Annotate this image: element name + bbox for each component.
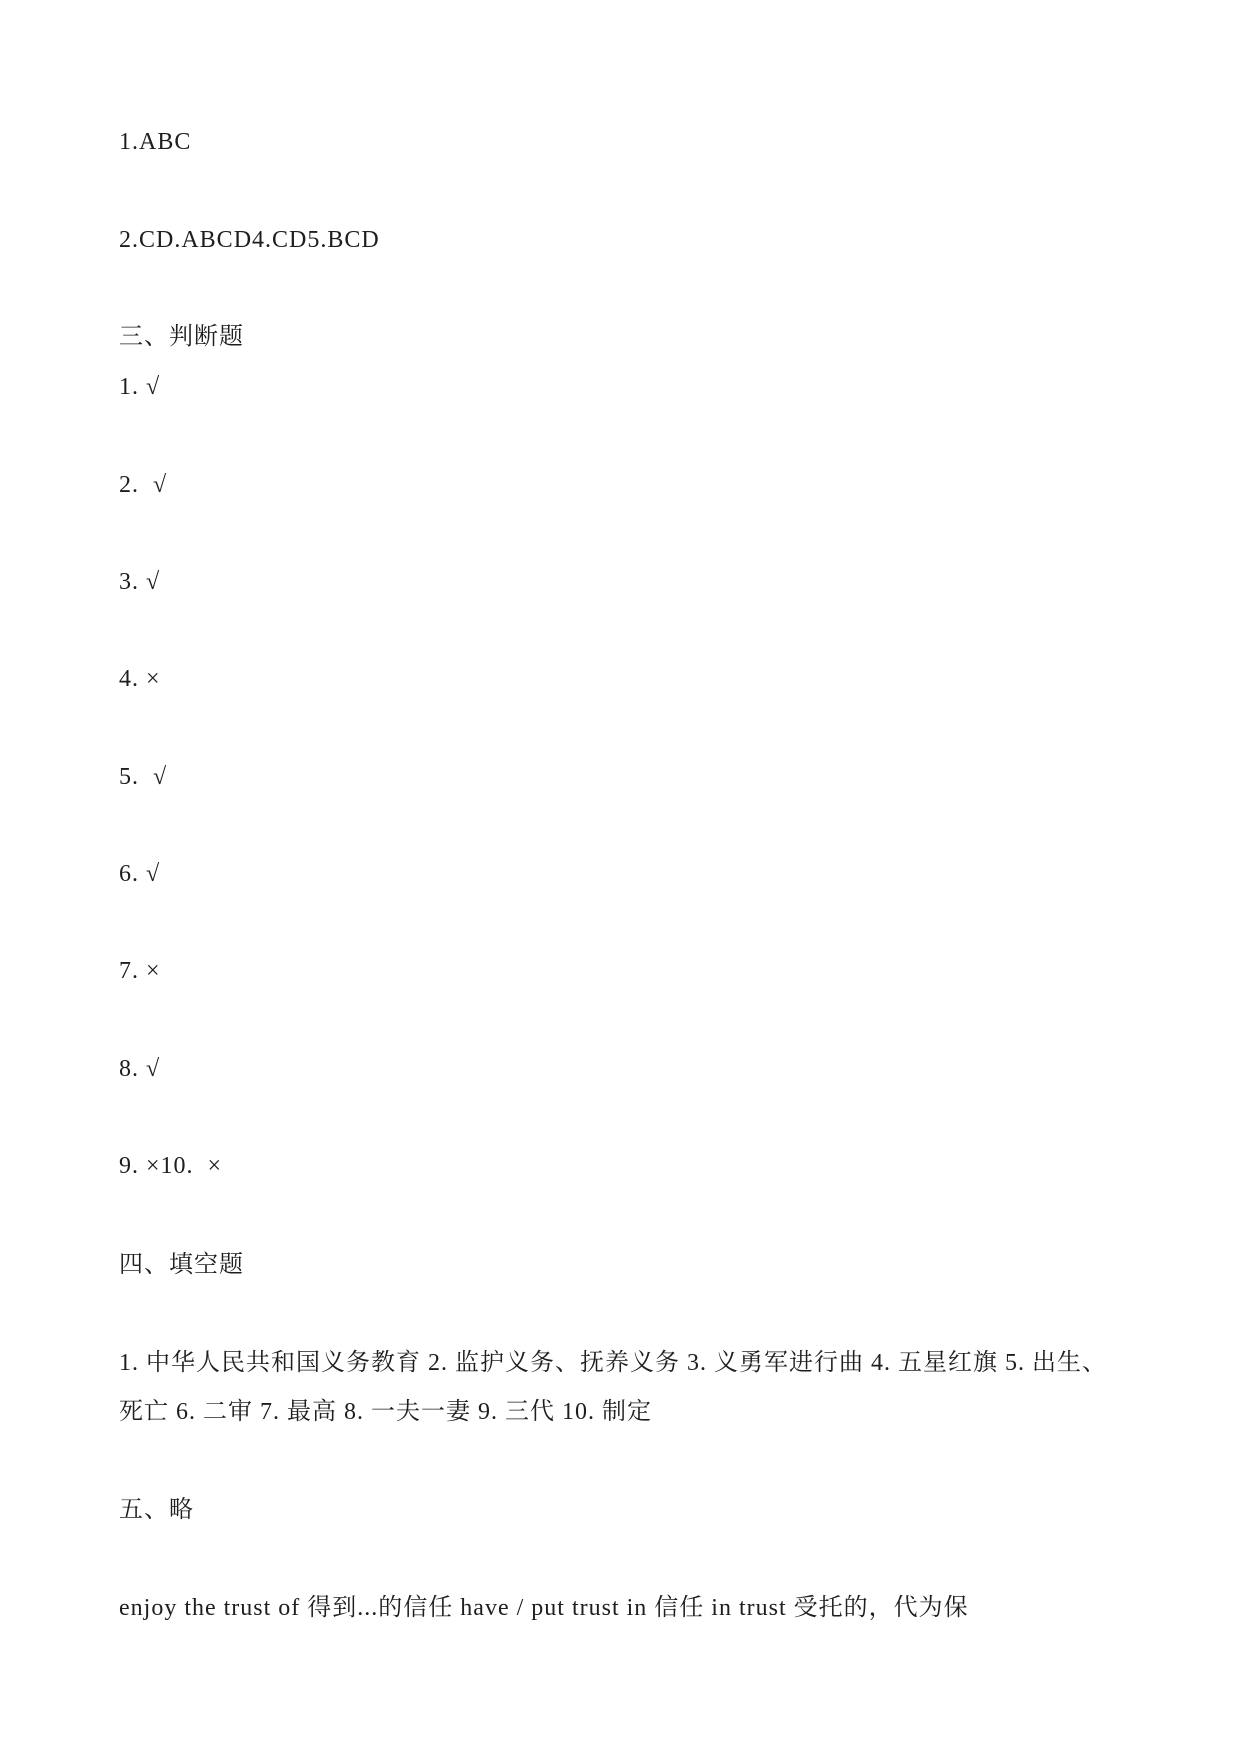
true-false-answer: 1. √ — [119, 374, 161, 400]
true-false-answer: 9. ×10. × — [119, 1153, 223, 1179]
true-false-heading: 三、判断题 — [119, 324, 244, 350]
true-false-answer: 2. √ — [119, 472, 168, 498]
true-false-answer: 4. × — [119, 666, 161, 692]
true-false-answer: 3. √ — [119, 569, 161, 595]
vocabulary-line: enjoy the trust of 得到...的信任 have / put trust in 信任 in trust 受托的，代为保 — [119, 1595, 969, 1621]
multiple-choice-answer-1: 1.ABC — [119, 129, 192, 155]
fill-in-answers-line: 死亡 6. 二审 7. 最高 8. 一夫一妻 9. 三代 10. 制定 — [119, 1399, 652, 1425]
true-false-answer: 6. √ — [119, 861, 161, 887]
section-five-heading: 五、略 — [119, 1497, 194, 1523]
fill-in-heading: 四、填空题 — [119, 1252, 244, 1278]
true-false-answer: 5. √ — [119, 764, 168, 790]
true-false-answer: 7. × — [119, 958, 161, 984]
fill-in-answers-line: 1. 中华人民共和国义务教育 2. 监护义务、抚养义务 3. 义勇军进行曲 4. 五星红旗 5. 出生、 — [119, 1350, 1107, 1376]
true-false-answer: 8. √ — [119, 1056, 161, 1082]
multiple-choice-answer-2: 2.CD.ABCD4.CD5.BCD — [119, 227, 380, 253]
